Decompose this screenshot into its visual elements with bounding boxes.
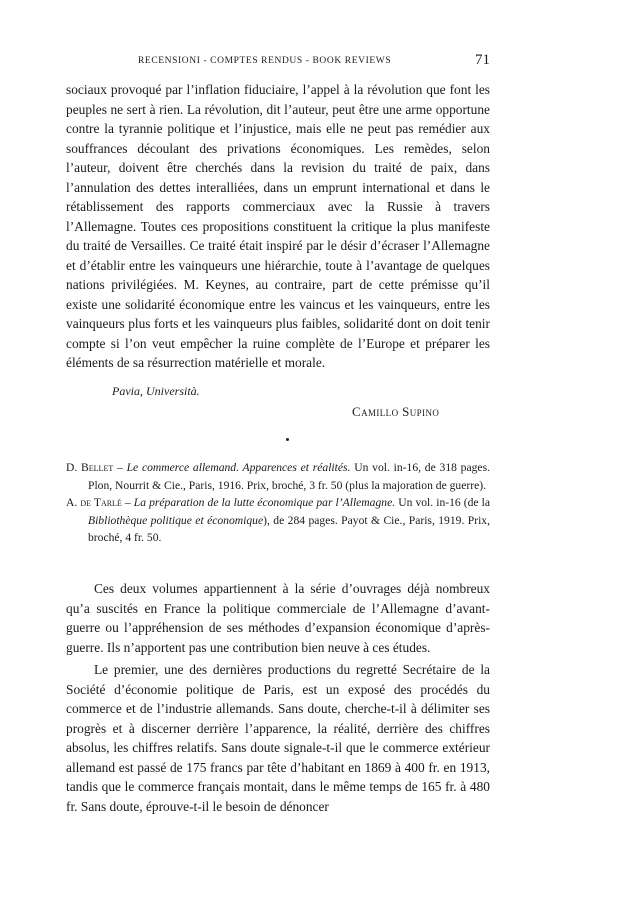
review-text [66,579,490,657]
reference-author: D. Bellet [66,461,114,474]
reference-author: A. de Tarlé [66,496,122,509]
reference-entry: D. Bellet – Le commerce allemand. Apparences et réalités. Un vol. in-16, de 318 pages. Plon, Nourrit & Cie., Paris, 1916. Prix, broché, 3 fr. 50 (plus la majoration de guerre). [66,461,490,492]
reference-title: Le commerce allemand. Apparences et réalités. [126,461,351,474]
page-number: 71 [475,52,490,68]
paragraph: Ces deux volumes appartiennent à la série d’ouvrages déjà nombreux qu’a suscités en France la politique commerciale de l’Allemagne d’avant-guerre ou l’appréhension de ses méthodes d’expansion économique d’après-guerre. Ils n’apportent pas une contribution bien neuve à ces études. [66,581,490,655]
paragraph: Le premier, une des dernières productions du regretté Secrétaire de la Société d’économie politique de Paris, est un exposé des procédés du commerce et de l’industrie allemands. Sans doute, cherche-t-il à délimiter ses progrès et à discerner derrière l’apparence, la réalité, derrière des chiffres absolus, les chiffres relatifs. Sans doute signale-t-il que le commerce extérieur allemand est passé de 175 francs par tête d’habitant en 1869 à 400 fr. en 1913, tandis que le commerce français montait, dans le même temps de 165 fr. à 480 fr. Sans doute, éprouve-t-il le besoin de dénoncer [66,662,490,814]
signature [352,404,439,420]
signature-text: Camillo Supino [352,404,440,419]
reference-details: Un vol. in-16, de 318 pages. Plon, Nourrit & Cie., Paris, 1916. Prix, broché, 3 fr. 50 (plus la majoration de guerre). [88,461,490,492]
running-head [66,54,490,74]
running-title: RECENSIONI - COMPTES RENDUS - BOOK REVIEWS [138,56,392,66]
review-text [66,660,490,816]
reference-entry: A. de Tarlé – La préparation de la lutte économique par l’Allemagne. Un vol. in-16 (de la Bibliothèque politique et économique), de 284 pages. Payot & Cie., Paris, 1919. Prix, broché, 4 fr. 50. [66,496,490,544]
reference-details-post: ), de 284 pages. Payot & Cie., Paris, 1919. Prix, broché, 4 fr. 50. [88,513,490,544]
section-dot [286,438,289,441]
paragraph: sociaux provoqué par l’inflation fiduciaire, l’appel à la révolution que font les peuples ne sert à rien. La révolution, dit l’auteur, peut être une arme opportune contre la tyrannie politique et l’injustice, mais elle ne peut pas remédier aux souffrances découlant des privations économiques. Les remèdes, selon l’auteur, doivent être cherchés dans la revision du traité de paix, dans l’annulation des dettes interalliées, dans un emprunt international et dans le rétablissement des rapports commerciaux avec la Russie à travers l’Allemagne. Toutes ces propositions constituent la critique la plus manifeste du traité de Versailles. Ce traité était inspiré par le désir d’écraser l’Allemagne et d’établir entre les vainqueurs une hiérarchie, toute à l’avantage de quelques nations privilégiées. M. Keynes, au contraire, part de cette prémisse qu’il existe une solidarité économique entre les vaincus et les vainqueurs, entre les vainqueurs plus forts et les vainqueurs plus faibles, solidarité dont on doit tenir compte si l’on veut empêcher la ruine complète de l’Europe et préparer les éléments de sa résurrection matérielle et morale. [66,82,490,370]
bibliographic-references [66,459,490,547]
reference-details-pre: Un vol. in-16 (de la [398,496,490,509]
reference-title: La préparation de la lutte économique par l’Allemagne. [133,496,396,509]
reference-series: Bibliothèque politique et économique [88,513,264,527]
review-continuation [66,80,490,373]
place-line: Pavia, Università. [112,384,200,398]
